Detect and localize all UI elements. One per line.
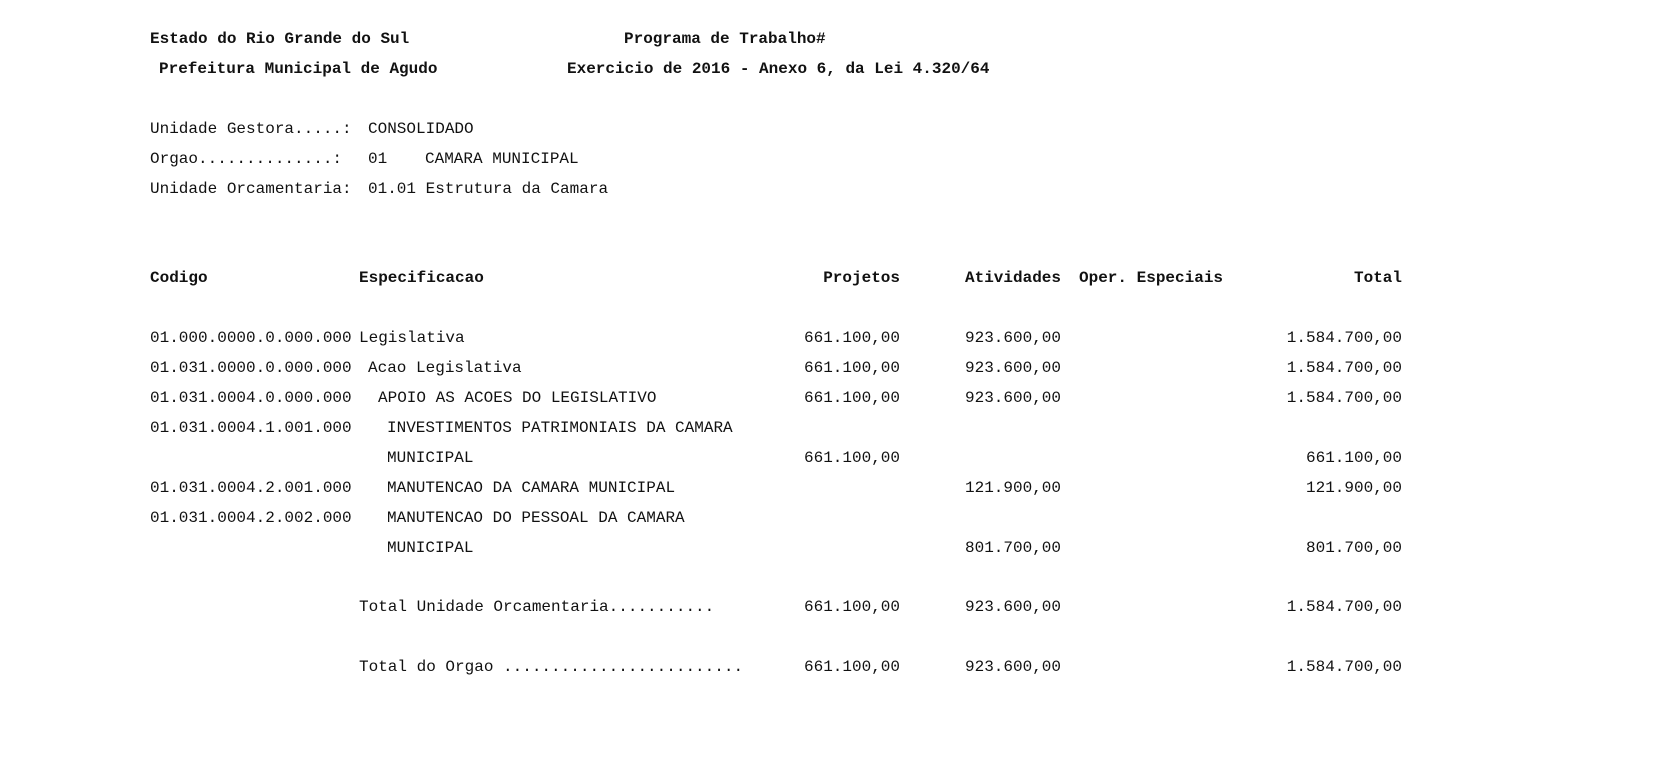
row-projetos: 661.100,00	[803, 389, 900, 407]
program-title: Programa de Trabalho#	[624, 30, 826, 48]
total-unidade-projetos: 661.100,00	[803, 598, 900, 616]
col-header-codigo: Codigo	[150, 269, 208, 287]
col-header-total: Total	[1353, 269, 1402, 287]
row-atividades: 121.900,00	[964, 479, 1061, 497]
total-orgao-atividades: 923.600,00	[964, 658, 1061, 676]
row-codigo: 01.000.0000.0.000.000	[150, 329, 352, 347]
row-spec: Legislativa	[359, 329, 465, 347]
row-spec: INVESTIMENTOS PATRIMONIAIS DA CAMARA	[387, 419, 733, 437]
unidade-label: Unidade Orcamentaria:	[150, 180, 352, 198]
row-atividades: 801.700,00	[964, 539, 1061, 557]
col-header-atividades: Atividades	[964, 269, 1061, 287]
row-codigo: 01.031.0004.2.002.000	[150, 509, 352, 527]
row-codigo: 01.031.0004.2.001.000	[150, 479, 352, 497]
row-projetos: 661.100,00	[803, 359, 900, 377]
row-spec: Acao Legislativa	[368, 359, 522, 377]
total-orgao-total: 1.584.700,00	[1286, 658, 1402, 676]
row-total: 121.900,00	[1305, 479, 1402, 497]
row-codigo: 01.031.0004.1.001.000	[150, 419, 352, 437]
total-unidade-total: 1.584.700,00	[1286, 598, 1402, 616]
row-spec: APOIO AS ACOES DO LEGISLATIVO	[378, 389, 657, 407]
orgao-label: Orgao..............:	[150, 150, 343, 168]
row-total: 661.100,00	[1305, 449, 1402, 467]
row-total: 1.584.700,00	[1286, 329, 1402, 347]
exercise-title: Exercicio de 2016 - Anexo 6, da Lei 4.320/64	[567, 60, 990, 78]
row-total: 1.584.700,00	[1286, 389, 1402, 407]
col-header-projetos: Projetos	[823, 269, 900, 287]
row-projetos: 661.100,00	[803, 449, 900, 467]
row-codigo: 01.031.0004.0.000.000	[150, 389, 352, 407]
total-orgao-label: Total do Orgao .........................	[359, 658, 744, 676]
row-atividades: 923.600,00	[964, 329, 1061, 347]
col-header-especificacao: Especificacao	[359, 269, 484, 287]
total-orgao-projetos: 661.100,00	[803, 658, 900, 676]
total-unidade-atividades: 923.600,00	[964, 598, 1061, 616]
gestora-value: CONSOLIDADO	[368, 120, 474, 138]
row-spec: MANUTENCAO DO PESSOAL DA CAMARA	[387, 509, 685, 527]
row-total: 801.700,00	[1305, 539, 1402, 557]
prefecture-title: Prefeitura Municipal de Agudo	[159, 60, 438, 78]
orgao-code: 01	[368, 150, 388, 168]
gestora-label: Unidade Gestora.....:	[150, 120, 352, 138]
row-atividades: 923.600,00	[964, 359, 1061, 377]
row-spec: MANUTENCAO DA CAMARA MUNICIPAL	[387, 479, 676, 497]
col-header-oper: Oper. Especiais	[1079, 269, 1224, 287]
unidade-value: 01.01 Estrutura da Camara	[368, 180, 609, 198]
row-total: 1.584.700,00	[1286, 359, 1402, 377]
state-title: Estado do Rio Grande do Sul	[150, 30, 410, 48]
row-projetos: 661.100,00	[803, 329, 900, 347]
row-atividades: 923.600,00	[964, 389, 1061, 407]
row-spec: MUNICIPAL	[387, 539, 474, 557]
total-unidade-label: Total Unidade Orcamentaria...........	[359, 598, 715, 616]
row-spec: MUNICIPAL	[387, 449, 474, 467]
row-codigo: 01.031.0000.0.000.000	[150, 359, 352, 377]
orgao-name: CAMARA MUNICIPAL	[425, 150, 579, 168]
